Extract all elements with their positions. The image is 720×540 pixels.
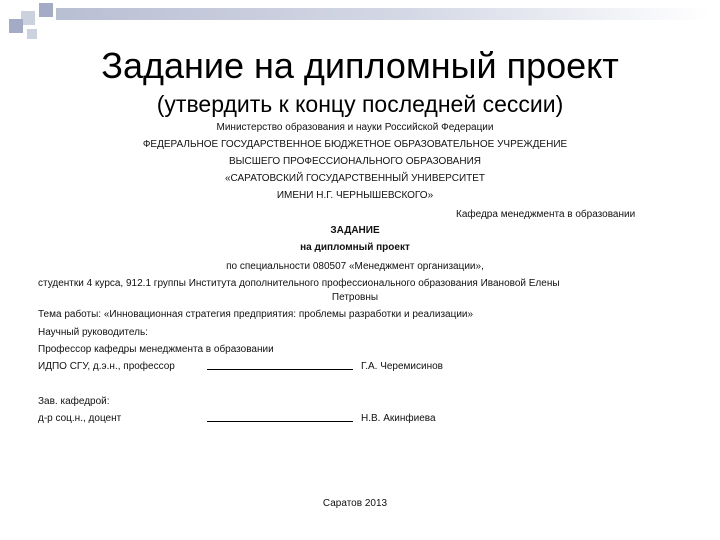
student-line-1: студентки 4 курса, 912.1 группы Института дополнительного профессионального образования Ивановой Елены [38,278,560,289]
document-heading-sub: на дипломный проект [300,242,410,253]
ministry-line: Министерство образования и науки Российской Федерации [216,122,494,133]
advisor-label: Научный руководитель: [38,327,148,338]
decor-square [27,29,37,39]
advisor-position: Профессор кафедры менеджмента в образовании [38,344,274,355]
head-signature-line [207,412,353,422]
specialty-line: по специальности 080507 «Менеджмент организации», [226,261,484,272]
theme-line: Тема работы: «Инновационная стратегия предприятия: проблемы разработки и реализации» [38,309,474,320]
head-name: Н.В. Акинфиева [361,413,436,424]
institution-line-1: ФЕДЕРАЛЬНОЕ ГОСУДАРСТВЕННОЕ БЮДЖЕТНОЕ ОБРАЗОВАТЕЛЬНОЕ УЧРЕЖДЕНИЕ [142,139,568,150]
decor-square [39,3,53,17]
university-line-1: «САРАТОВСКИЙ ГОСУДАРСТВЕННЫЙ УНИВЕРСИТЕТ [224,173,486,184]
head-label: Зав. кафедрой: [38,396,110,407]
advisor-name: Г.А. Черемисинов [361,361,443,372]
city-year: Саратов 2013 [322,498,388,509]
head-degree: д-р соц.н., доцент [38,413,122,424]
advisor-degree: ИДПО СГУ, д.э.н., профессор [38,361,175,372]
student-line-2: Петровны [331,292,379,303]
decor-square [9,19,23,33]
slide-subtitle: (утвердить к концу последней сессии) [156,91,564,117]
department-line: Кафедра менеджмента в образовании [456,209,636,220]
decor-square [21,11,35,25]
document-preview [0,120,720,540]
decorative-squares [3,3,59,43]
university-line-2: ИМЕНИ Н.Г. ЧЕРНЫШЕВСКОГО» [276,190,434,201]
advisor-signature-line [207,360,353,370]
slide-title: Задание на дипломный проект [101,45,619,86]
institution-line-2: ВЫСШЕГО ПРОФЕССИОНАЛЬНОГО ОБРАЗОВАНИЯ [229,156,481,167]
decorative-header-bar [56,8,710,20]
document-heading: ЗАДАНИЕ [330,225,380,236]
